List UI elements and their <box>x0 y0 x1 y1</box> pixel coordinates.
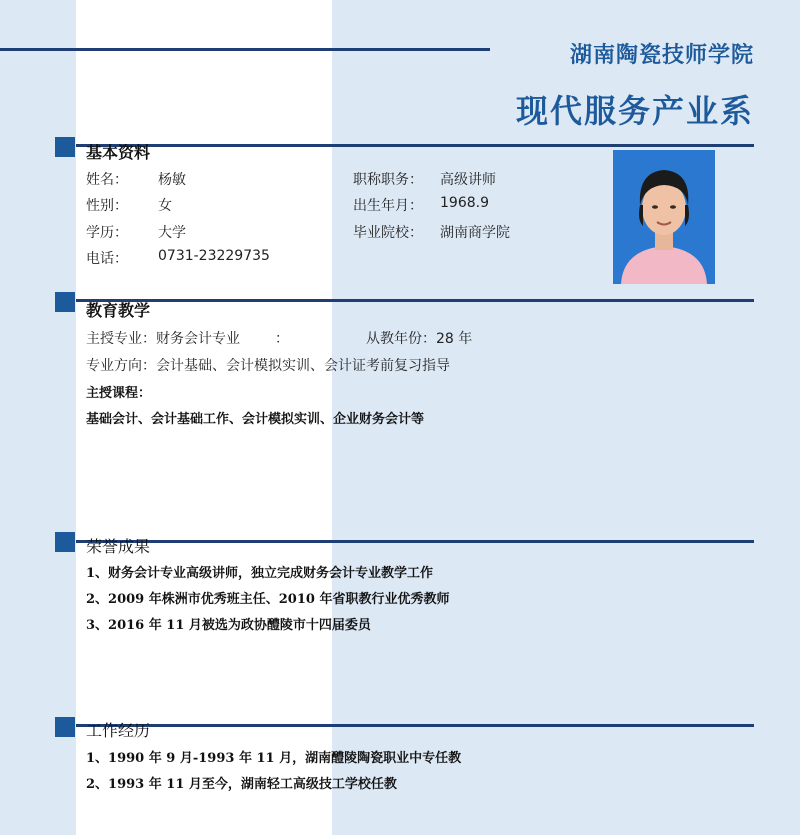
honor-item: 2、2009 年株洲市优秀班主任、2010 年省职教行业优秀教师 <box>86 592 450 607</box>
teaching-years: 从教年份：28 年 <box>366 331 473 347</box>
name-label: 姓名： <box>86 172 128 188</box>
section-title-basic: 基本资料 <box>86 143 151 162</box>
title-value: 高级讲师 <box>440 172 496 188</box>
title-label: 职称职务： <box>353 172 423 188</box>
section-marker-work <box>55 717 75 737</box>
specialty-direction: 专业方向：会计基础、会计模拟实训、会计证考前复习指导 <box>86 358 450 374</box>
portrait-photo <box>613 150 715 284</box>
phone-label: 电话： <box>86 251 128 267</box>
school-name: 湖南陶瓷技师学院 <box>569 43 754 68</box>
section-marker-teaching <box>55 292 75 312</box>
gender-value: 女 <box>158 198 172 214</box>
section-rule-work <box>76 724 754 727</box>
education-label: 学历： <box>86 225 128 241</box>
graduated-school-value: 湖南商学院 <box>440 225 510 241</box>
name-value: 杨敏 <box>158 172 186 188</box>
gender-label: 性别： <box>86 198 128 214</box>
portrait-illustration <box>613 150 715 284</box>
section-rule-honors <box>76 540 754 543</box>
education-value: 大学 <box>158 225 186 241</box>
graduated-school-label: 毕业院校： <box>353 225 423 241</box>
section-rule-basic <box>76 144 754 147</box>
section-rule-teaching <box>76 299 754 302</box>
courses-value: 基础会计、会计基础工作、会计模拟实训、企业财务会计等 <box>86 412 425 427</box>
department-title: 现代服务产业系 <box>515 92 754 130</box>
major-colon: ： <box>275 331 289 347</box>
honor-item: 3、2016 年 11 月被选为政协醴陵市十四届委员 <box>86 618 371 633</box>
top-rule <box>0 48 490 51</box>
section-title-work: 工作经历 <box>86 721 151 740</box>
major-line: 主授专业：财务会计专业 <box>86 331 240 347</box>
work-item: 2、1993 年 11 月至今，湖南轻工高级技工学校任教 <box>86 777 397 792</box>
phone-value: 0731-23229735 <box>158 248 270 264</box>
work-item: 1、1990 年 9 月-1993 年 11 月，湖南醴陵陶瓷职业中专任教 <box>86 751 462 766</box>
birth-value: 1968.9 <box>440 195 489 211</box>
section-marker-honors <box>55 532 75 552</box>
section-marker-basic <box>55 137 75 157</box>
section-title-teaching: 教育教学 <box>86 301 151 320</box>
honor-item: 1、财务会计专业高级讲师，独立完成财务会计专业教学工作 <box>86 566 434 581</box>
courses-label: 主授课程： <box>86 386 152 401</box>
section-title-honors: 荣誉成果 <box>86 537 151 556</box>
birth-label: 出生年月： <box>353 198 423 214</box>
